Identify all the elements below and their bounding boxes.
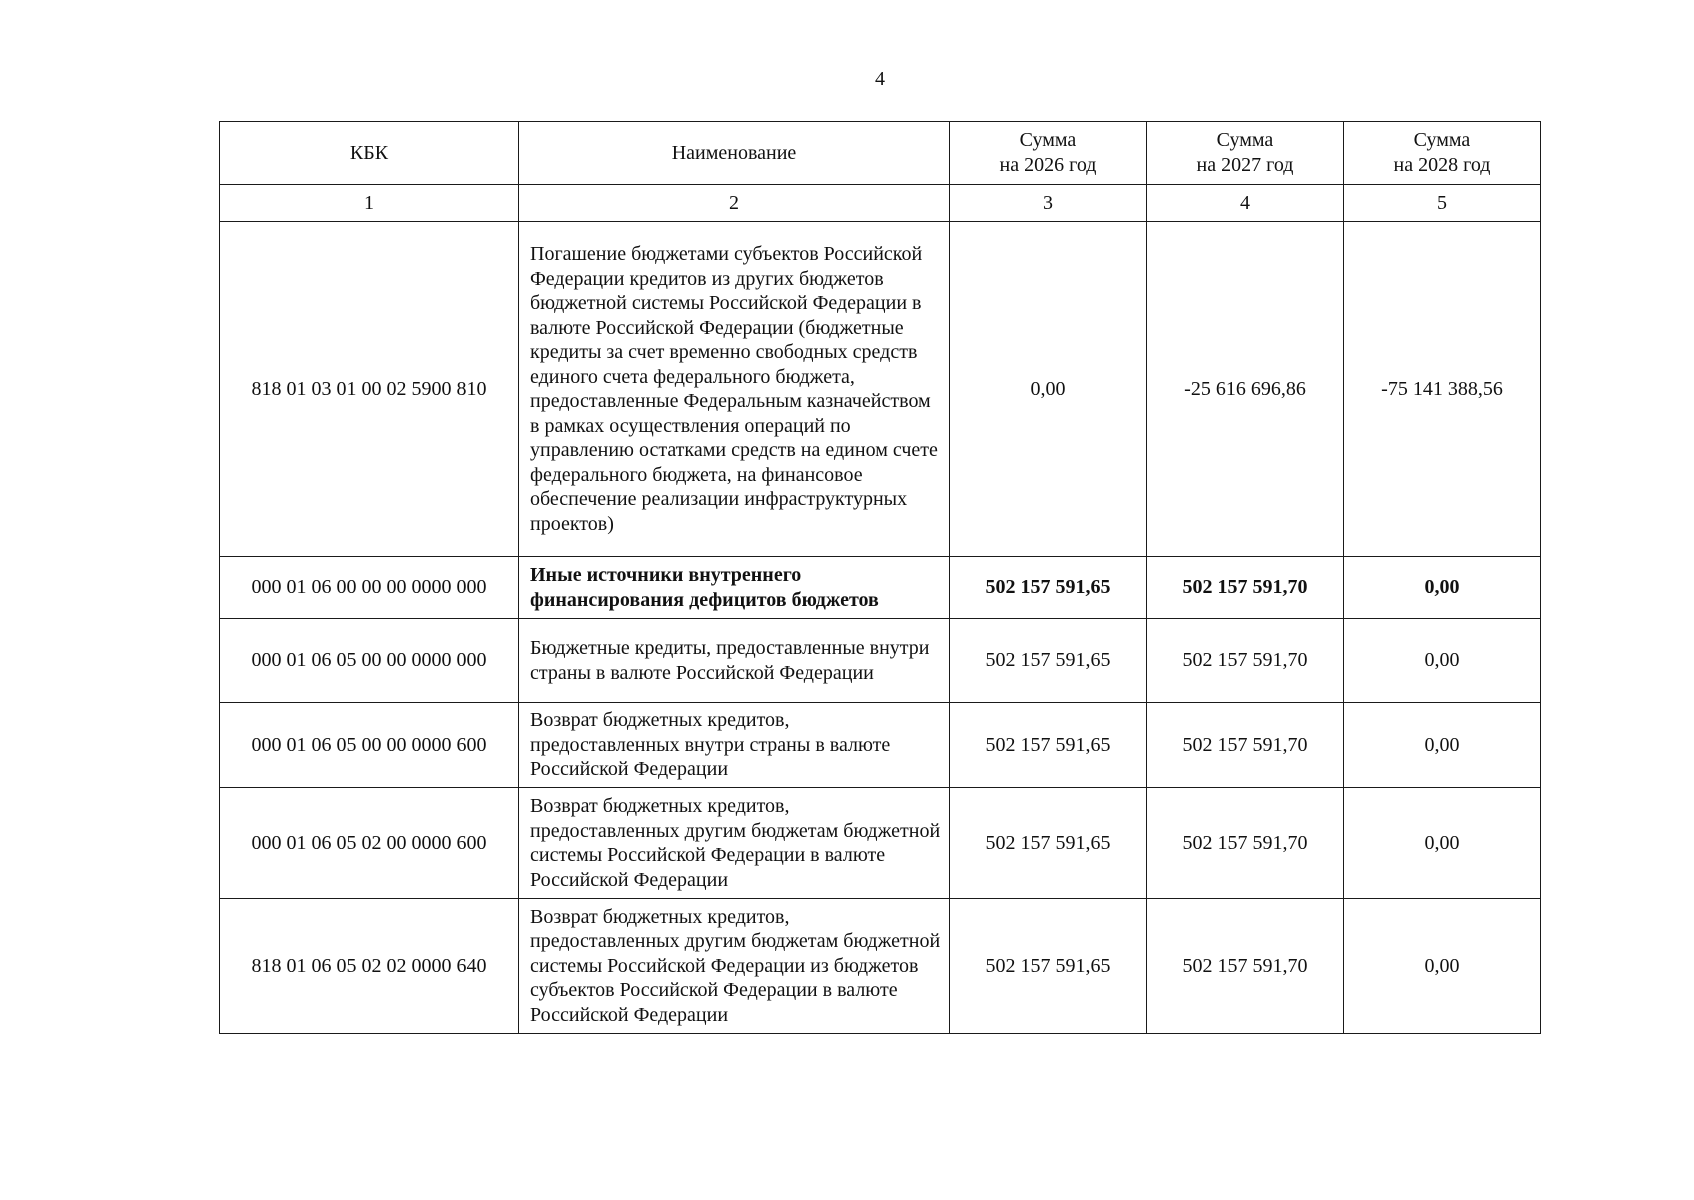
row-name: Иные источники внутреннего финансирования дефицитов бюджетов (519, 557, 950, 619)
row-sum-2027: 502 157 591,70 (1147, 703, 1344, 788)
row-sum-2027: 502 157 591,70 (1147, 557, 1344, 619)
column-number-4: 4 (1147, 185, 1344, 222)
row-kbk: 000 01 06 05 00 00 0000 600 (220, 703, 519, 788)
row-name: Погашение бюджетами субъектов Российской Федерации кредитов из других бюджетов бюджетной системы Российской Федерации в валюте Российской Федерации (бюджетные кредиты за счет временно свободных средств единого счета федерального бюджета, предоставленные Федеральным казначейством в рамках осуществления операций по управлению остатками средств на едином счете федерального бюджета, на финансовое обеспечение реализации инфраструктурных проектов) (519, 222, 950, 557)
header-sum-2026-line1: Сумма (1019, 129, 1077, 151)
column-number-2: 2 (519, 185, 950, 222)
row-sum-2027: -25 616 696,86 (1147, 222, 1344, 557)
header-name: Наименование (519, 122, 950, 185)
row-sum-2027: 502 157 591,70 (1147, 788, 1344, 899)
row-kbk: 000 01 06 00 00 00 0000 000 (220, 557, 519, 619)
row-sum-2027: 502 157 591,70 (1147, 619, 1344, 703)
row-sum-2026: 0,00 (950, 222, 1147, 557)
row-kbk: 818 01 03 01 00 02 5900 810 (220, 222, 519, 557)
column-number-row (220, 185, 1541, 222)
row-name: Возврат бюджетных кредитов, предоставленных внутри страны в валюте Российской Федерации (519, 703, 950, 788)
header-sum-2027 (1147, 122, 1344, 185)
row-sum-2028: 0,00 (1344, 557, 1541, 619)
row-sum-2026: 502 157 591,65 (950, 899, 1147, 1034)
row-sum-2028: 0,00 (1344, 788, 1541, 899)
row-kbk: 000 01 06 05 00 00 0000 000 (220, 619, 519, 703)
row-name: Возврат бюджетных кредитов, предоставленных другим бюджетам бюджетной системы Российской Федерации в валюте Российской Федерации (519, 788, 950, 899)
column-number-3: 3 (950, 185, 1147, 222)
header-sum-2026-line2: на 2026 год (999, 154, 1097, 176)
header-kbk: КБК (220, 122, 519, 185)
table-row (220, 899, 1541, 1034)
header-sum-2028-line1: Сумма (1413, 129, 1471, 151)
table-row (220, 222, 1541, 557)
header-sum-2027-line2: на 2027 год (1196, 154, 1294, 176)
row-sum-2026: 502 157 591,65 (950, 557, 1147, 619)
row-sum-2028: -75 141 388,56 (1344, 222, 1541, 557)
table-row-total (220, 557, 1541, 619)
table-row (220, 619, 1541, 703)
row-name: Возврат бюджетных кредитов, предоставленных другим бюджетам бюджетной системы Российской Федерации из бюджетов субъектов Российской Федерации в валюте Российской Федерации (519, 899, 950, 1034)
header-sum-2028 (1344, 122, 1541, 185)
table-header-row (220, 122, 1541, 185)
row-name: Бюджетные кредиты, предоставленные внутри страны в валюте Российской Федерации (519, 619, 950, 703)
row-sum-2026: 502 157 591,65 (950, 788, 1147, 899)
page-number: 4 (875, 68, 885, 90)
row-sum-2028: 0,00 (1344, 703, 1541, 788)
table-row (220, 788, 1541, 899)
row-sum-2027: 502 157 591,70 (1147, 899, 1344, 1034)
row-kbk: 818 01 06 05 02 02 0000 640 (220, 899, 519, 1034)
header-sum-2026 (950, 122, 1147, 185)
row-sum-2026: 502 157 591,65 (950, 703, 1147, 788)
column-number-5: 5 (1344, 185, 1541, 222)
budget-sources-table (219, 121, 1541, 1034)
table-row (220, 703, 1541, 788)
row-sum-2026: 502 157 591,65 (950, 619, 1147, 703)
header-sum-2028-line2: на 2028 год (1393, 154, 1491, 176)
row-kbk: 000 01 06 05 02 00 0000 600 (220, 788, 519, 899)
column-number-1: 1 (220, 185, 519, 222)
header-sum-2027-line1: Сумма (1216, 129, 1274, 151)
row-sum-2028: 0,00 (1344, 899, 1541, 1034)
row-sum-2028: 0,00 (1344, 619, 1541, 703)
